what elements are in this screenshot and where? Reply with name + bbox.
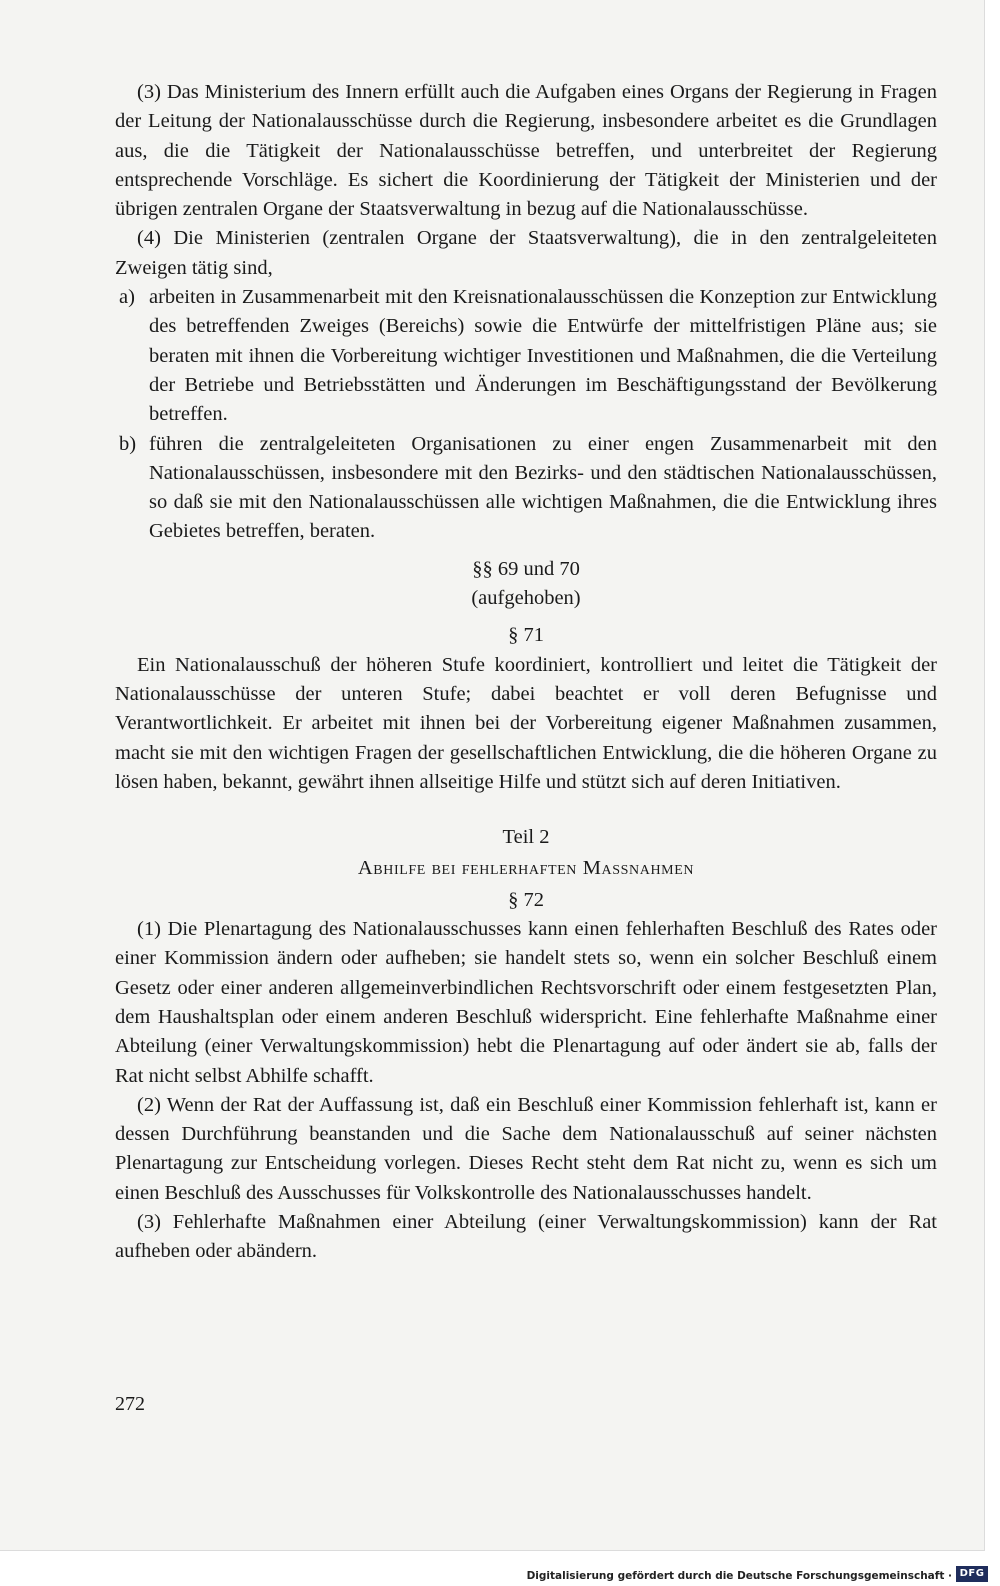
list-item-b (115, 430, 937, 547)
page-text-block (115, 78, 937, 1267)
section-72-paragraph-1: (1) Die Plenartagung des Nationalausschusses kann einen fehlerhaften Beschluß des Rates oder einer Kommission ändern oder aufheben; sie handelt stets so, wenn ein solcher Beschluß einem Gesetz oder einer anderen allgemeinverbindlichen Rechtsvorschrift oder einem festgesetzten Plan, dem Haushaltsplan oder einem anderen Beschluß widerspricht. Eine fehlerhafte Maßnahme einer Abteilung (einer Verwaltungskommission) hebt die Plenartagung auf oder ändert sie ab, falls der Rat nicht selbst Abhilfe schafft. (115, 918, 937, 1087)
part-heading: Teil 2 (502, 826, 550, 849)
section-72-paragraph-3: (3) Fehlerhafte Maßnahmen einer Abteilung (einer Verwaltungskommission) kann der Rat aufheben oder abändern. (115, 1210, 937, 1263)
list-marker-a: a) (119, 286, 135, 309)
digitization-credit: Digitalisierung gefördert durch die Deutsche Forschungsgemeinschaft · (526, 1570, 952, 1582)
section-71-heading: § 71 (508, 624, 544, 647)
list-item-a (115, 283, 937, 429)
section-71-text: Ein Nationalausschuß der höheren Stufe koordiniert, kontrolliert und leitet die Tätigkeit der Nationalausschüsse der unteren Stufe; dabei beachtet er voll deren Befugnisse und Verantwortlichkeit. Er arbeitet mit ihnen bei der Vorbereitung eigener Maßnahmen zusammen, macht sie mit den wichtigen Fragen der gesellschaftlichen Entwicklung, die die höheren Organe zu lösen haben, bekannt, gewährt ihnen allseitige Hilfe und stützt sich auf deren Initiativen. (115, 653, 937, 793)
page-number: 272 (115, 1393, 145, 1415)
paragraph-3: (3) Das Ministerium des Innern erfüllt auch die Aufgaben eines Organs der Regierung in Fragen der Leitung der Nationalausschüsse durch die Regierung, insbesondere arbeitet es die Grundlagen aus, die die Tätigkeit der Nationalausschüsse betreffen, und unterbreitet der Regierung entsprechende Vorschläge. Es sichert die Koordinierung der Tätigkeit der Ministerien und der übrigen zentralen Organe der Staatsverwaltung in bezug auf die Nationalausschüsse. (115, 81, 937, 221)
dfg-logo-icon: DFG (956, 1566, 988, 1582)
paragraph-4: (4) Die Ministerien (zentralen Organe der Staatsverwaltung), die in den zentralgeleiteten Zweigen tätig sind, (115, 227, 937, 279)
section-72-paragraph-2: (2) Wenn der Rat der Auffassung ist, daß ein Beschluß einer Kommission fehlerhaft ist, kann er dessen Durchführung beanstanden und die Sache dem Nationalausschuß auf seiner nächsten Plenartagung zur Entscheidung vorlegen. Dieses Recht steht dem Rat nicht zu, wenn es sich um einen Beschluß des Ausschusses für Volkskontrolle des Nationalausschusses handelt. (115, 1093, 937, 1204)
list-item-a-text: arbeiten in Zusammenarbeit mit den Kreisnationalausschüssen die Konzeption zur Entwicklung des betreffenden Zweiges (Bereichs) sowie die Entwürfe der mittelfristigen Pläne aus; sie beraten mit ihnen die Vorbereitung wichtiger Investitionen und Maßnahmen, die die Verteilung der Betriebe und Betriebsstätten und Änderungen im Beschäftigungsstand der Bevölkerung betreffen. (149, 286, 937, 426)
section-72-heading: § 72 (508, 888, 544, 911)
part-title: Abhilfe bei fehlerhaften Massnahmen (357, 857, 695, 880)
list-item-b-text: führen die zentralgeleiteten Organisationen zu einer engen Zusammenarbeit mit den Nationalausschüssen, insbesondere mit den Bezirks- und den städtischen Nationalausschüssen, so daß sie mit den Nationalausschüssen alle wichtigen Maßnahmen, die die Entwicklung ihres Gebietes betreffen, beraten. (149, 432, 937, 543)
section-69-70-note: (aufgehoben) (471, 587, 581, 610)
list-marker-b: b) (119, 432, 137, 455)
section-69-70-heading: §§ 69 und 70 (472, 557, 580, 580)
